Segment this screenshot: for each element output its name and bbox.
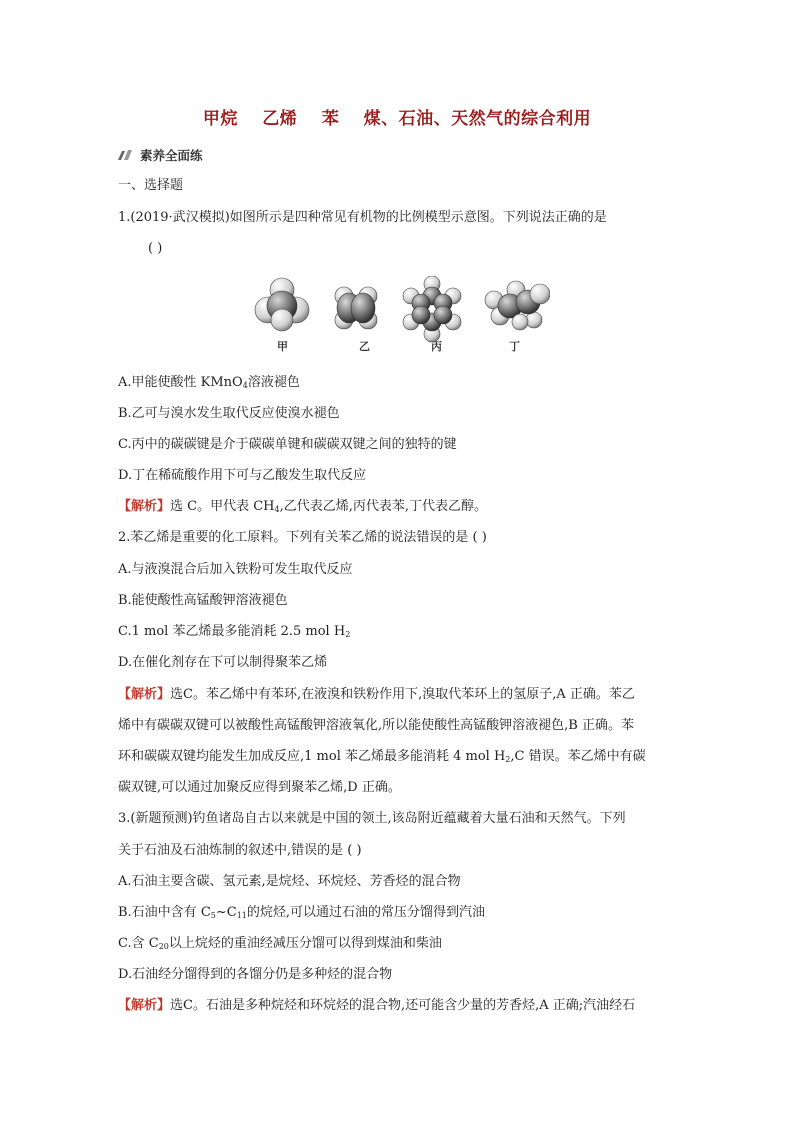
ethylene-model	[335, 287, 377, 329]
title-part-3: 苯	[321, 109, 340, 129]
q1-bracket: ( )	[148, 241, 163, 256]
figure-label-jia: 甲	[277, 340, 288, 353]
title-part-2: 乙烯	[262, 109, 298, 129]
section-tag-label: 素养全面练	[140, 148, 203, 163]
q3-option-c: C.含 $C_{20}$以上烷烃的重油经减压分馏可以得到煤油和柴油	[118, 936, 442, 951]
methane-model	[255, 278, 309, 331]
q3-option-a: A.石油主要含碳、氢元素,是烷烃、环烷烃、芳香烃的混合物	[118, 874, 461, 889]
q2-option-b: B.能使酸性高锰酸钾溶液褪色	[118, 593, 288, 608]
q2-analysis-line-2: 烯中有碳碳双键可以被酸性高锰酸钾溶液氧化,所以能使酸性高锰酸钾溶液褪色,B 正确。苯	[118, 718, 634, 733]
figure-label-yi: 乙	[359, 340, 370, 353]
q2-option-c: C.1 mol 苯乙烯最多能消耗 2.5 mol $H_2$	[118, 624, 351, 639]
q2-analysis-line-1: 【解析】选C。苯乙烯中有苯环,在液溴和铁粉作用下,溴取代苯环上的氢原子,A 正确。苯乙	[118, 687, 635, 702]
q2-analysis-line-4: 碳双键,可以通过加聚反应得到聚苯乙烯,D 正确。	[118, 780, 401, 795]
q2-analysis-line-3: 环和碳碳双键均能发生加成反应,1 mol 苯乙烯最多能消耗 4 mol $H_2,C$ 错误。苯乙烯中有碳	[118, 749, 646, 764]
molecule-models-figure	[250, 276, 550, 356]
title-part-4: 煤、石油、天然气的综合利用	[363, 109, 592, 129]
q3-option-d: D.石油经分馏得到的各馏分仍是多种烃的混合物	[118, 967, 393, 982]
analysis-tag: 【解析】	[118, 998, 171, 1013]
figure-label-ding: 丁	[509, 340, 520, 353]
q2-option-d: D.在催化剂存在下可以制得聚苯乙烯	[118, 655, 328, 670]
title-part-1: 甲烷	[202, 109, 238, 129]
pencil-icon	[116, 148, 138, 162]
ethanol-model	[485, 281, 550, 330]
q2-stem: 2.苯乙烯是重要的化工原料。下列有关苯乙烯的说法错误的是 ( )	[118, 530, 487, 545]
q2-option-a: A.与液溴混合后加入铁粉可发生取代反应	[118, 562, 353, 577]
analysis-tag: 【解析】	[118, 499, 171, 514]
q1-option-d: D.丁在稀硫酸作用下可与乙酸发生取代反应	[118, 468, 367, 483]
q1-stem: 1.(2019·武汉模拟)如图所示是四种常见有机物的比例模型示意图。下列说法正确的是	[118, 210, 607, 225]
page-title	[0, 104, 794, 129]
section-heading: 一、选择题	[118, 178, 184, 193]
q3-stem-line-1: 3.(新题预测)钓鱼诸岛自古以来就是中国的领土,该岛附近蕴藏着大量石油和天然气。下列	[118, 811, 626, 826]
q1-analysis: 【解析】选 C。甲代表 $CH_4$,乙代表乙烯,丙代表苯,丁代表乙醇。	[118, 499, 488, 514]
q1-option-b: B.乙可与溴水发生取代反应使溴水褪色	[118, 406, 340, 421]
benzene-model	[403, 276, 461, 342]
section-tag	[116, 146, 203, 164]
q3-analysis: 【解析】选C。石油是多种烷烃和环烷烃的混合物,还可能含少量的芳香烃,A 正确;汽油经石	[118, 998, 636, 1013]
q1-option-c: C.丙中的碳碳键是介于碳碳单键和碳碳双键之间的独特的键	[118, 437, 457, 452]
q1-option-a: A.甲能使酸性 KMnO$_4$溶液褪色	[118, 375, 300, 390]
figure-label-bing: 丙	[431, 340, 442, 353]
q3-option-b: B.石油中含有 $C_5\sim C_{11}$的烷烃,可以通过石油的常压分馏得到汽油	[118, 905, 486, 920]
analysis-tag: 【解析】	[118, 687, 171, 702]
q3-stem-line-2: 关于石油及石油炼制的叙述中,错误的是 ( )	[118, 843, 362, 858]
